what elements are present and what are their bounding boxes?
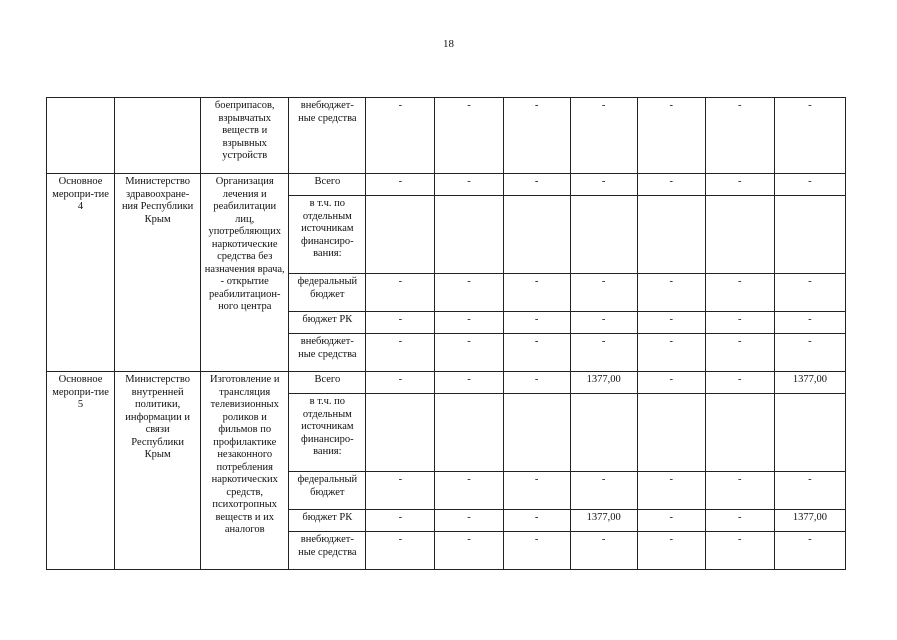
value-cell: - [637,472,705,510]
value-cell: - [503,174,570,196]
value-cell: - [774,174,845,196]
source-cell: внебюджет-ные средства [289,334,366,372]
value-cell: - [705,472,774,510]
value-cell: - [705,174,774,196]
value-cell: - [705,372,774,394]
value-cell: - [503,472,570,510]
value-cell: - [435,98,503,174]
value-cell [705,394,774,472]
value-cell [435,196,503,274]
value-cell: - [705,98,774,174]
value-cell: - [366,274,435,312]
source-cell: в т.ч. по отдельным источникам финансиро-вания: [289,196,366,274]
value-cell: - [366,334,435,372]
value-cell: - [435,312,503,334]
event-cell: Основное меропри-тие 5 [47,372,115,570]
value-cell [774,196,845,274]
value-cell: - [570,472,637,510]
value-cell: - [774,274,845,312]
value-cell [503,196,570,274]
value-cell: - [570,174,637,196]
source-cell: бюджет РК [289,510,366,532]
value-cell: 1377,00 [774,510,845,532]
value-cell: - [435,532,503,570]
value-cell: - [366,312,435,334]
financing-table [46,97,846,570]
value-cell [435,394,503,472]
value-cell: - [570,532,637,570]
value-cell: - [435,174,503,196]
value-cell [366,394,435,472]
value-cell: - [366,510,435,532]
event-cell [47,98,115,174]
value-cell: - [637,372,705,394]
value-cell: - [705,532,774,570]
value-cell: 1377,00 [570,510,637,532]
value-cell: - [570,274,637,312]
value-cell: - [503,510,570,532]
value-cell: - [637,334,705,372]
value-cell: - [637,98,705,174]
event-cell: Основное меропри-тие 4 [47,174,115,372]
description-cell: Организация лечения и реабилитации лиц, употребляющих наркотические средства без назначения врача, - открытие реабилитацион-ного центра [201,174,289,372]
source-cell: бюджет РК [289,312,366,334]
value-cell: - [366,532,435,570]
description-cell: Изготовление и трансляция телевизионных роликов и фильмов по профилактике незаконного потребления наркотических средств, психотропных веществ и их аналогов [201,372,289,570]
value-cell: - [774,532,845,570]
description-cell: боеприпасов, взрывчатых веществ и взрывных устройств [201,98,289,174]
value-cell [637,394,705,472]
value-cell: - [435,334,503,372]
page-number: 18 [443,38,454,50]
value-cell: 1377,00 [774,372,845,394]
value-cell: - [366,372,435,394]
source-cell: Всего [289,174,366,196]
value-cell: - [503,98,570,174]
value-cell: - [637,274,705,312]
executor-cell: Министерство внутренней политики, информации и связи Республики Крым [115,372,201,570]
value-cell: - [637,532,705,570]
value-cell: - [705,334,774,372]
executor-cell [115,98,201,174]
source-cell: федеральный бюджет [289,274,366,312]
table-row [47,174,846,196]
value-cell [705,196,774,274]
value-cell: - [570,98,637,174]
value-cell [366,196,435,274]
executor-cell: Министерство здравоохране-ния Республики Крым [115,174,201,372]
value-cell: - [435,472,503,510]
value-cell: - [774,312,845,334]
value-cell: - [435,510,503,532]
value-cell: - [570,334,637,372]
value-cell [503,394,570,472]
source-cell: в т.ч. по отдельным источникам финансиро-вания: [289,394,366,472]
value-cell: - [503,372,570,394]
value-cell: - [637,510,705,532]
table-row [47,98,846,174]
source-cell: внебюджет-ные средства [289,532,366,570]
value-cell: - [705,510,774,532]
value-cell [637,196,705,274]
source-cell: Всего [289,372,366,394]
value-cell: - [705,312,774,334]
source-cell: внебюджет-ные средства [289,98,366,174]
value-cell: - [503,334,570,372]
value-cell: - [637,312,705,334]
value-cell: - [705,274,774,312]
value-cell: - [774,472,845,510]
value-cell: 1377,00 [570,372,637,394]
source-cell: федеральный бюджет [289,472,366,510]
value-cell: - [503,274,570,312]
value-cell: - [503,532,570,570]
value-cell: - [366,174,435,196]
value-cell: - [366,98,435,174]
value-cell: - [503,312,570,334]
value-cell [774,394,845,472]
value-cell: - [774,334,845,372]
value-cell: - [366,472,435,510]
value-cell [570,394,637,472]
value-cell: - [637,174,705,196]
value-cell: - [570,312,637,334]
value-cell [570,196,637,274]
value-cell: - [435,274,503,312]
value-cell: - [774,98,845,174]
table-row [47,372,846,394]
value-cell: - [435,372,503,394]
